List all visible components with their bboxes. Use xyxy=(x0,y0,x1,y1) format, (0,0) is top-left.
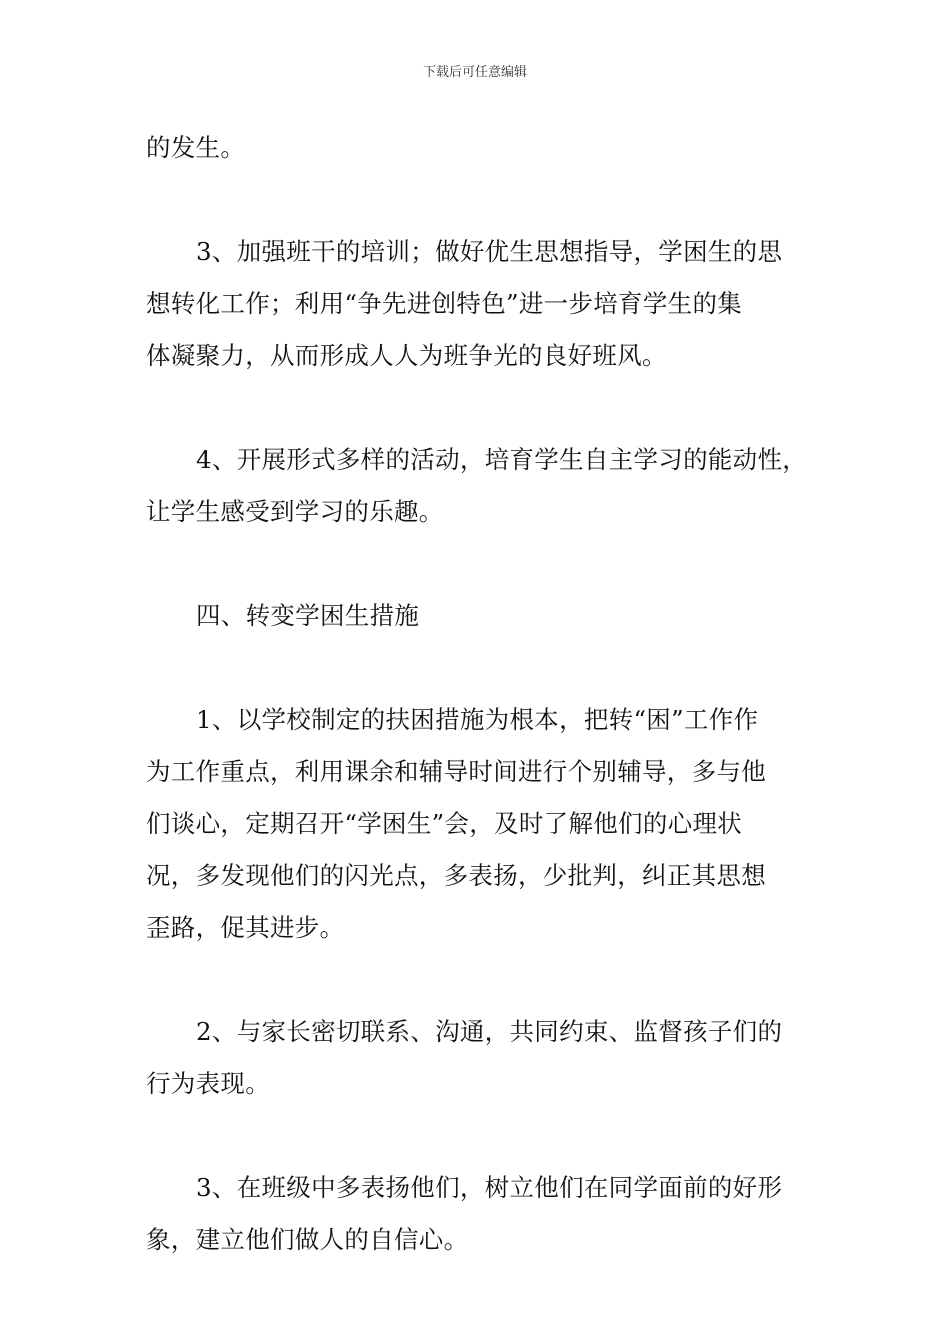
text-line: 体凝聚力，从而形成人人为班争光的良好班风。 xyxy=(146,341,667,370)
text-line: 3、加强班干的培训；做好优生思想指导，学困生的思 xyxy=(196,237,783,266)
paragraph-gap xyxy=(146,954,808,1006)
text-line: 歪路，促其进步。 xyxy=(146,913,345,942)
document-body xyxy=(146,122,808,1266)
text-line: 1、以学校制定的扶困措施为根本，把转“困”工作作 xyxy=(196,705,759,734)
text-line: 的发生。 xyxy=(146,133,246,162)
section-heading xyxy=(146,590,808,642)
paragraph-gap xyxy=(146,174,808,226)
text-line: 想转化工作；利用“争先进创特色”进一步培育学生的集 xyxy=(146,289,743,318)
paragraph-item-3-praise xyxy=(146,1162,808,1266)
text-line: 象，建立他们做人的自信心。 xyxy=(146,1225,469,1254)
paragraph-item-1-support xyxy=(146,694,808,954)
text-line: 行为表现。 xyxy=(146,1069,270,1098)
page-header: 下载后可任意编辑 xyxy=(422,65,527,80)
text-line: 们谈心，定期召开“学困生”会，及时了解他们的心理状 xyxy=(146,809,743,838)
paragraph-item-2-parents xyxy=(146,1006,808,1110)
text-line: 4、开展形式多样的活动，培育学生自主学习的能动性， xyxy=(196,445,808,474)
text-line: 况，多发现他们的闪光点，多表扬，少批判，纠正其思想 xyxy=(146,861,766,890)
text-line: 四、转变学困生措施 xyxy=(196,601,420,630)
text-line: 让学生感受到学习的乐趣。 xyxy=(146,497,444,526)
text-line: 2、与家长密切联系、沟通，共同约束、监督孩子们的 xyxy=(196,1017,783,1046)
paragraph-continuation xyxy=(146,122,808,174)
paragraph-item-3-class-cadre xyxy=(146,226,808,382)
text-line: 为工作重点，利用课余和辅导时间进行个别辅导，多与他 xyxy=(146,757,766,786)
paragraph-gap xyxy=(146,1110,808,1162)
paragraph-gap xyxy=(146,538,808,590)
text-line: 3、在班级中多表扬他们，树立他们在同学面前的好形 xyxy=(196,1173,783,1202)
paragraph-gap xyxy=(146,642,808,694)
paragraph-gap xyxy=(146,382,808,434)
paragraph-item-4-activities xyxy=(146,434,808,538)
